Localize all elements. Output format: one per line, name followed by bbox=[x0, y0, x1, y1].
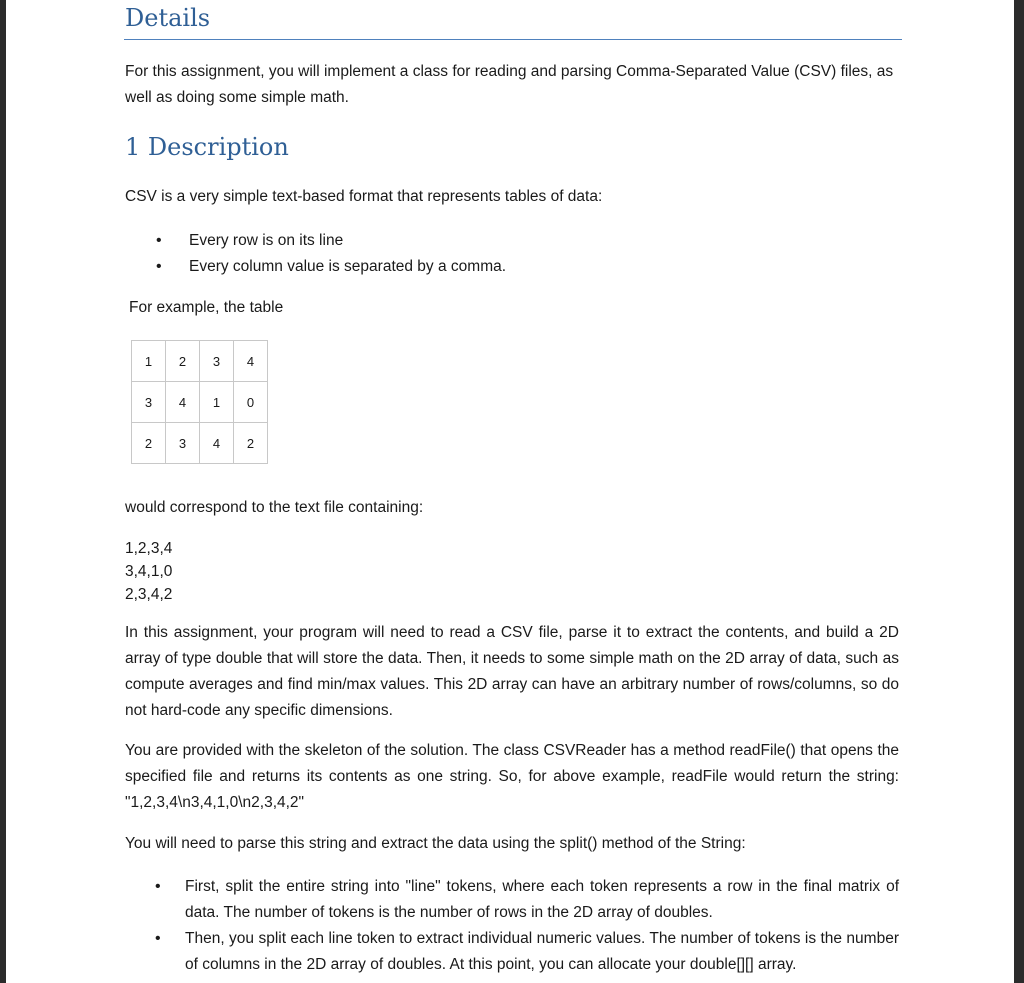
bullet-dot: • bbox=[156, 232, 162, 249]
table-cell: 2 bbox=[132, 423, 166, 464]
csv-line: 2,3,4,2 bbox=[125, 586, 173, 603]
table-cell: 3 bbox=[132, 382, 166, 423]
csv-line: 3,4,1,0 bbox=[125, 563, 173, 580]
table-row bbox=[132, 382, 268, 423]
table-cell: 2 bbox=[234, 423, 268, 464]
heading-rule bbox=[124, 39, 902, 40]
details-heading: Details bbox=[125, 4, 211, 32]
split-intro-paragraph: You will need to parse this string and extract the data using the split() method of the String: bbox=[125, 835, 746, 852]
bullet-dot: • bbox=[156, 258, 162, 275]
csv-intro-paragraph: CSV is a very simple text-based format that represents tables of data: bbox=[125, 188, 603, 205]
example-label: For example, the table bbox=[129, 299, 284, 316]
table-row bbox=[132, 341, 268, 382]
bullet-dot: • bbox=[155, 930, 161, 947]
intro-paragraph: For this assignment, you will implement a class for reading and parsing Comma-Separated Value (CSV) files, as well as doing some simple math. bbox=[125, 63, 894, 106]
bullet-row-item: Every row is on its line bbox=[189, 232, 344, 249]
bullet-column-item: Every column value is separated by a comma. bbox=[189, 258, 507, 275]
description-heading: 1 Description bbox=[125, 133, 289, 161]
table-cell: 4 bbox=[200, 423, 234, 464]
table-cell: 1 bbox=[200, 382, 234, 423]
csv-line: 1,2,3,4 bbox=[125, 540, 173, 557]
table-cell: 3 bbox=[200, 341, 234, 382]
example-table bbox=[131, 340, 268, 464]
skeleton-paragraph: You are provided with the skeleton of the solution. The class CSVReader has a method readFile() that opens the specified file and returns its contents as one string. So, for above example, readFile would return the string: "1,2,3,4\n3,4,1,0\n2,3,4,2" bbox=[125, 742, 899, 811]
step-first: First, split the entire string into "line" tokens, where each token represents a row in the final matrix of data. The number of tokens is the number of rows in the 2D array of doubles. bbox=[185, 878, 899, 921]
table-cell: 1 bbox=[132, 341, 166, 382]
assignment-paragraph: In this assignment, your program will need to read a CSV file, parse it to extract the contents, and build a 2D array of type double that will store the data. Then, it needs to some simple math on the 2D array of data, such as compute averages and find min/max values. This 2D array can have an arbitrary number of rows/columns, so do not hard-code any specific dimensions. bbox=[125, 624, 899, 719]
table-cell: 4 bbox=[234, 341, 268, 382]
bullet-dot: • bbox=[155, 878, 161, 895]
table-cell: 4 bbox=[166, 382, 200, 423]
table-row bbox=[132, 423, 268, 464]
table-cell: 3 bbox=[166, 423, 200, 464]
step-then: Then, you split each line token to extract individual numeric values. The number of tokens is the number of columns in the 2D array of doubles. At this point, you can allocate your double[][] array. bbox=[185, 930, 899, 973]
correspond-paragraph: would correspond to the text file containing: bbox=[125, 499, 424, 516]
table-cell: 2 bbox=[166, 341, 200, 382]
table-cell: 0 bbox=[234, 382, 268, 423]
